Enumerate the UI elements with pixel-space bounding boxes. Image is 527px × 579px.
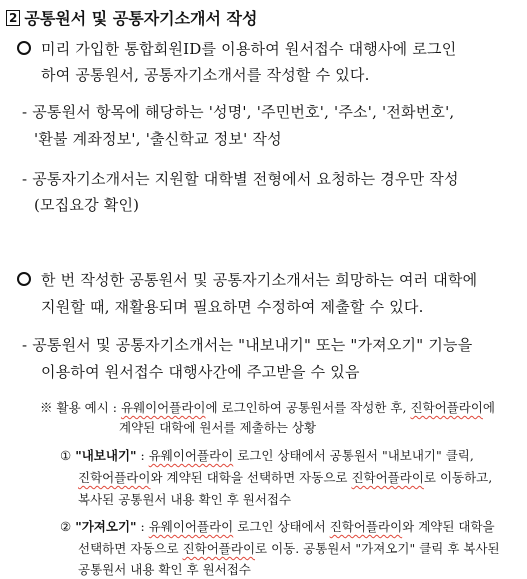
item2-line2: 선택하면 자동으로 진학어플라이로 이동. 공통원서 "가져오기" 클릭 후 복사된 — [78, 541, 500, 556]
item1-line2: 진학어플라이와 계약된 대학을 선택하면 자동으로 진학어플라이로 이동하고, — [78, 470, 493, 485]
sub3-line1: - 공통원서 및 공통자기소개서는 "내보내기" 또는 "가져오기" 기능을 — [22, 336, 473, 354]
section-title: 공통원서 및 공통자기소개서 작성 — [24, 9, 258, 28]
sub1-line2: '환불 계좌정보', '출신학교 정보' 작성 — [34, 130, 282, 148]
bullet2-line2: 지원할 때, 재활용되며 필요하면 수정하여 제출할 수 있다. — [41, 298, 424, 316]
item2-line1: ② "가져오기" : 유웨이어플라이 로그인 상태에서 진학어플라이와 계약된 대학을 — [60, 519, 495, 534]
example-line1: ※ 활용 예시 : 유웨이어플라이에 로그인하여 공통원서를 작성한 후, 진학어플라이에 — [40, 400, 495, 415]
bullet1-line2: 하여 공통원서, 공통자기소개서를 작성할 수 있다. — [41, 66, 370, 84]
section-number-box: 2 — [6, 10, 20, 26]
item1-number: ① — [60, 448, 72, 463]
sub2-line1: - 공통자기소개서는 지원할 대학별 전형에서 요청하는 경우만 작성 — [22, 170, 459, 188]
item2-line3: 공통원서 내용 확인 후 원서접수 — [78, 562, 251, 577]
reference-mark: ※ — [40, 400, 53, 415]
item2-number: ② — [60, 519, 72, 534]
sub1-line1: - 공통원서 항목에 해당하는 '성명', '주민번호', '주소', '전화번호', — [22, 103, 455, 121]
sub2-line2: (모집요강 확인) — [34, 196, 140, 214]
item1-line1: ① "내보내기" : 유웨이어플라이 로그인 상태에서 공통원서 "내보내기" 클릭, — [60, 448, 474, 463]
circle-bullet-icon — [17, 41, 31, 55]
example-line2: 계약된 대학에 원서를 제출하는 상황 — [119, 420, 317, 435]
circle-bullet-icon — [17, 272, 31, 286]
bullet1-line1: 미리 가입한 통합회원ID를 이용하여 원서접수 대행사에 로그인 — [17, 38, 456, 59]
item1-line3: 복사된 공통원서 내용 확인 후 원서접수 — [78, 492, 292, 507]
item1-label: "내보내기" — [75, 448, 137, 463]
item2-label: "가져오기" — [75, 519, 137, 534]
section-heading — [6, 6, 257, 29]
sub3-line2: 이용하여 원서접수 대행사간에 주고받을 수 있음 — [41, 363, 360, 381]
bullet2-line1: 한 번 작성한 공통원서 및 공통자기소개서는 희망하는 여러 대학에 — [17, 269, 477, 290]
